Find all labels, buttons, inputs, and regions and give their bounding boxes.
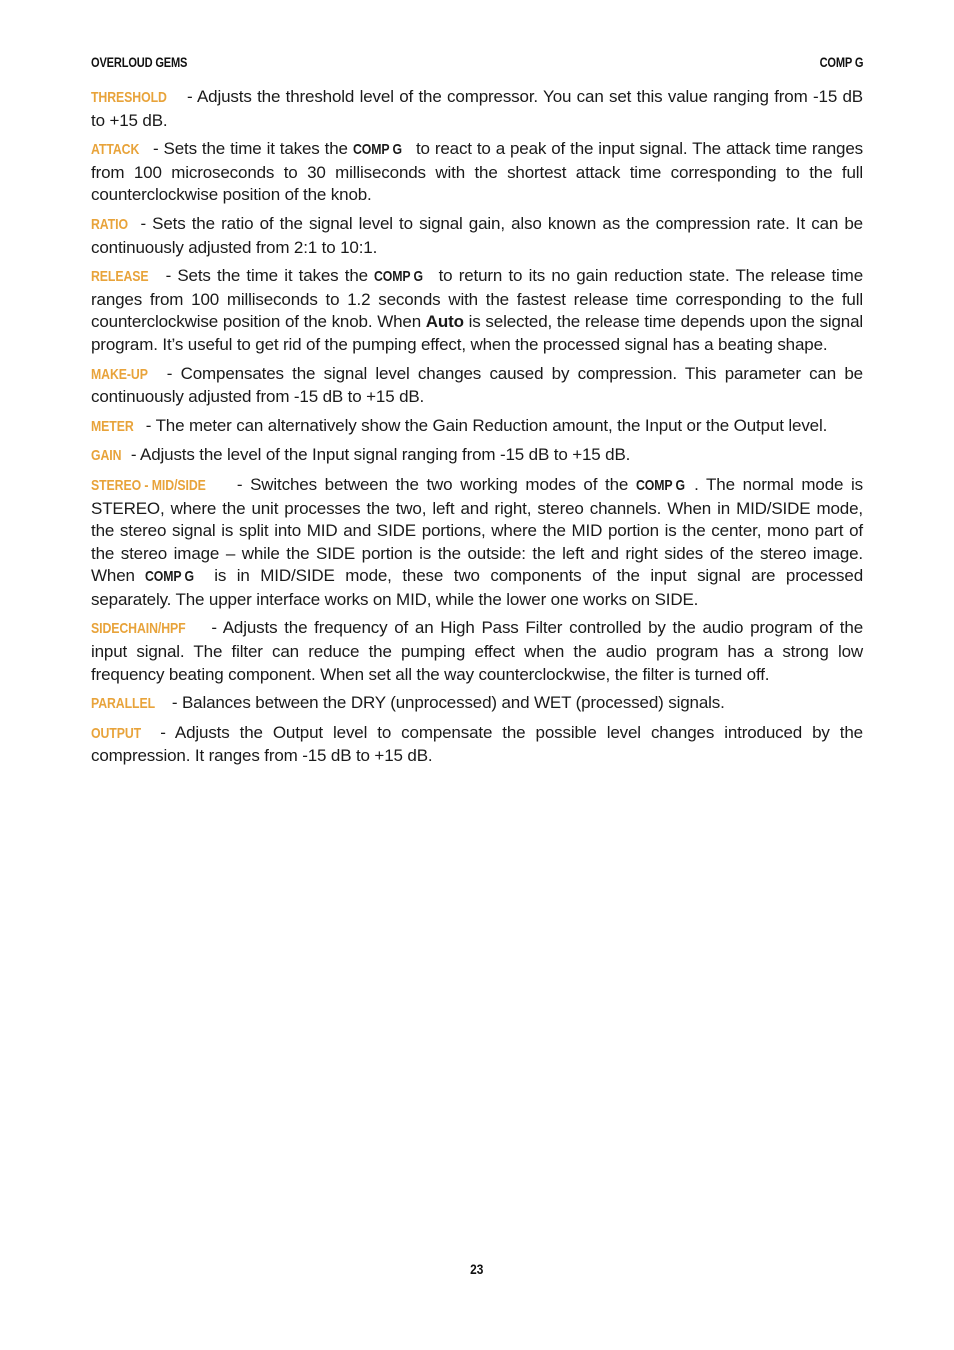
ratio-term: RATIO	[91, 215, 128, 233]
header-right-title: COMP G	[819, 55, 863, 70]
gain-description	[91, 444, 863, 468]
threshold-text: - Adjusts the threshold level of the compressor. You can set this value ranging from -15 dB to +15 dB.	[91, 87, 863, 130]
attack-description	[91, 138, 863, 207]
release-text-a: - Sets the time it takes the	[159, 266, 375, 286]
attack-text-b: to react to a peak of the input signal. The attack time ranges from 100 microseconds to 30 milliseconds with the shortest attack time corresponding to the full counterclockwise position of the knob.	[91, 139, 863, 205]
parallel-term: PARALLEL	[91, 695, 156, 713]
parallel-description	[91, 692, 863, 716]
release-text-b: to return to its no gain reduction state. The release time ranges from 100 milliseconds to 1.2 seconds with the fastest release time corresponding to the full counterclockwise position of the knob. When	[91, 266, 863, 332]
release-term: RELEASE	[91, 268, 149, 286]
sidechain-hpf-description	[91, 617, 863, 686]
sidechain-hpf-text: - Adjusts the frequency of an High Pass Filter controlled by the audio program of the input signal. The filter can reduce the pumping effect when the audio program has a strong low frequency beating component. When set all the way counterclockwise, the filter is turned off.	[91, 618, 863, 684]
makeup-term: MAKE-UP	[91, 365, 148, 383]
ratio-description	[91, 213, 863, 259]
attack-term: ATTACK	[91, 141, 140, 159]
sidechain-hpf-term: SIDECHAIN/HPF	[91, 620, 186, 638]
product-name: COMP G	[352, 141, 402, 159]
page-number	[0, 1261, 954, 1277]
product-name: COMP G	[635, 476, 685, 494]
output-description	[91, 722, 863, 768]
meter-term: METER	[91, 417, 134, 435]
threshold-description	[91, 86, 863, 132]
stereo-midside-text-c: is in MID/SIDE mode, these two components of the input signal are processed separately. The upper interface works on MID, while the lower one works on SIDE.	[91, 566, 863, 609]
stereo-midside-text-b: . The normal mode is STEREO, where the unit processes the two, left and right, stereo channels. When in MID/SIDE mode, the stereo signal is split into MID and SIDE portions, where the MID portion is the center, mono part of the stereo image – while the SIDE portion is the outside: the left and right sides of the stereo image. When	[91, 474, 863, 586]
gain-text: - Adjusts the level of the Input signal ranging from -15 dB to +15 dB.	[126, 445, 631, 465]
stereo-midside-term: STEREO - MID/SIDE	[91, 476, 206, 494]
release-description	[91, 265, 863, 356]
parameter-descriptions	[91, 86, 863, 774]
ratio-text: - Sets the ratio of the signal level to signal gain, also known as the compression rate. It can be continuously adjusted from 2:1 to 10:1.	[91, 213, 863, 257]
meter-text: - The meter can alternatively show the Gain Reduction amount, the Input or the Output level.	[141, 415, 828, 435]
output-term: OUTPUT	[91, 724, 142, 742]
makeup-text: - Compensates the signal level changes caused by compression. This parameter can be continuously adjusted from -15 dB to +15 dB.	[91, 363, 863, 407]
auto-label: Auto	[425, 312, 464, 332]
gain-term: GAIN	[91, 447, 122, 465]
stereo-midside-text-a: - Switches between the two working modes of the	[229, 474, 636, 494]
attack-text-a: - Sets the time it takes the	[148, 139, 353, 159]
threshold-term: THRESHOLD	[91, 89, 167, 106]
stereo-midside-description	[91, 474, 863, 612]
header-left-title: OVERLOUD GEMS	[91, 55, 188, 70]
product-name: COMP G	[374, 268, 424, 286]
parallel-text: - Balances between the DRY (unprocessed) and WET (processed) signals.	[167, 693, 725, 713]
page-header	[91, 55, 863, 70]
output-text: - Adjusts the Output level to compensate the possible level changes introduced by the compression. It ranges from -15 dB to +15 dB.	[91, 722, 863, 766]
makeup-description	[91, 363, 863, 409]
meter-description	[91, 415, 863, 439]
product-name: COMP G	[145, 568, 195, 586]
page-number-text: 23	[470, 1261, 484, 1277]
release-text-c: is selected, the release time depends upon the signal program. It’s useful to get rid of the pumping effect, when the processed signal has a beating shape.	[91, 312, 863, 354]
